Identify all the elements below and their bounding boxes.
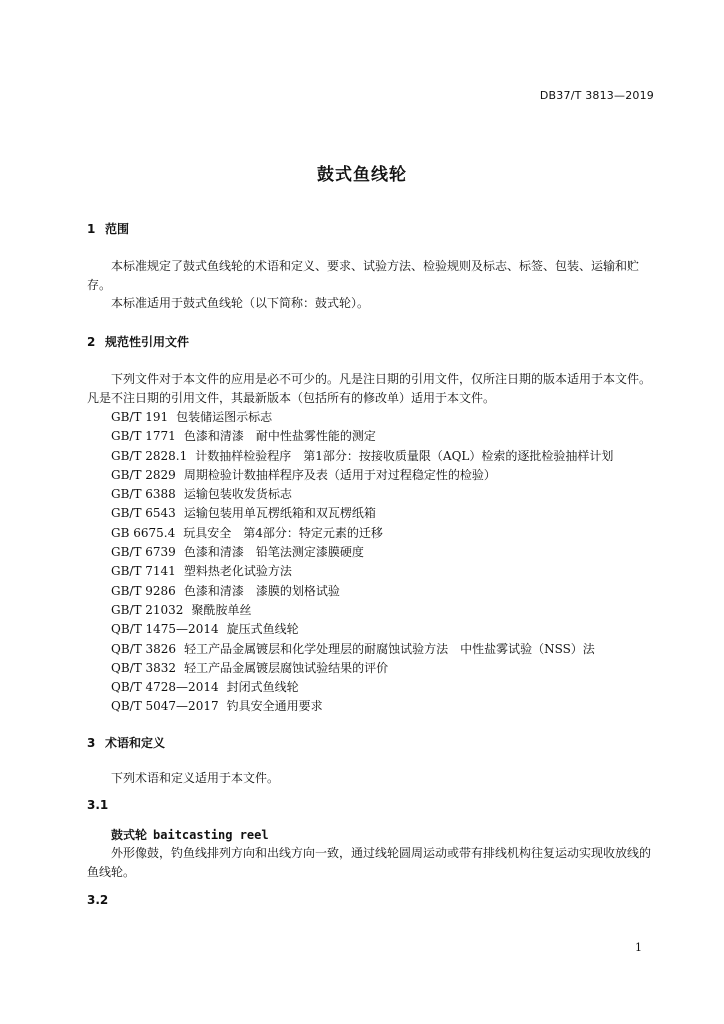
document-title: 鼓式鱼线轮 — [317, 165, 407, 185]
reference-title: 色漆和清漆 耐中性盐雾性能的测定 — [183, 429, 376, 444]
reference-code: QB/T 1475—2014 — [111, 622, 219, 637]
term-english: baitcasting reel — [153, 828, 269, 842]
reference-title: 计数抽样检验程序 第1部分：按接收质量限（AQL）检索的逐批检验抽样计划 — [195, 448, 614, 463]
reference-title: 轻工产品金属镀层腐蚀试验结果的评价 — [184, 660, 389, 675]
reference-title: 色漆和清漆 铅笔法测定漆膜硬度 — [183, 545, 364, 560]
reference-item — [111, 543, 613, 562]
term-chinese: 鼓式轮 — [111, 828, 148, 842]
scope-paragraph-2: 本标准适用于鼓式鱼线轮（以下简称：鼓式轮）。 — [111, 296, 370, 310]
term-number: 3.1 — [87, 798, 109, 812]
section-number: 1 — [87, 222, 96, 236]
reference-title: 玩具安全 第4部分：特定元素的迁移 — [183, 525, 383, 540]
reference-item — [111, 504, 613, 523]
reference-item — [111, 408, 613, 427]
reference-item — [111, 659, 613, 678]
reference-list — [111, 408, 613, 717]
reference-title: 封闭式鱼线轮 — [226, 680, 299, 695]
scope-paragraph-1: 本标准规定了鼓式鱼线轮的术语和定义、要求、试验方法、检验规则及标志、标签、包装、运输和贮存。 — [87, 259, 640, 292]
section-title: 术语和定义 — [105, 736, 166, 750]
reference-code: QB/T 5047—2017 — [111, 699, 219, 714]
reference-code: GB/T 191 — [111, 410, 169, 424]
section-number: 2 — [87, 335, 96, 349]
reference-title: 塑料热老化试验方法 — [183, 564, 292, 579]
reference-code: GB/T 6543 — [111, 506, 176, 521]
term-entry — [111, 826, 269, 843]
section-number: 3 — [87, 736, 96, 750]
reference-item — [111, 620, 613, 639]
reference-item — [111, 697, 613, 716]
reference-item — [111, 427, 613, 446]
reference-code: GB/T 1771 — [111, 429, 176, 444]
reference-item — [111, 485, 613, 504]
reference-title: 色漆和清漆 漆膜的划格试验 — [183, 583, 340, 598]
reference-item — [111, 562, 613, 581]
reference-item — [111, 447, 613, 466]
reference-title: 聚酰胺单丝 — [191, 602, 252, 617]
reference-item — [111, 466, 613, 485]
section-3-heading — [87, 734, 165, 751]
reference-code: GB/T 21032 — [111, 602, 184, 617]
section-title: 范围 — [105, 222, 130, 236]
reference-title: 运输包装收发货标志 — [183, 487, 292, 502]
reference-title: 旋压式鱼线轮 — [226, 622, 299, 637]
reference-title: 钓具安全通用要求 — [226, 699, 323, 714]
reference-item — [111, 678, 613, 697]
reference-code: GB/T 9286 — [111, 583, 176, 598]
reference-code: GB/T 7141 — [111, 564, 176, 579]
reference-item — [111, 601, 613, 620]
reference-title: 运输包装用单瓦楞纸箱和双瓦楞纸箱 — [183, 506, 376, 521]
reference-title: 轻工产品金属镀层和化学处理层的耐腐蚀试验方法 中性盐雾试验（NSS）法 — [184, 641, 595, 656]
reference-code: GB/T 2828.1 — [111, 448, 188, 463]
terms-intro: 下列术语和定义适用于本文件。 — [111, 771, 280, 785]
reference-code: QB/T 3826 — [111, 641, 177, 656]
references-intro: 下列文件对于本文件的应用是必不可少的。凡是注日期的引用文件，仅所注日期的版本适用于本文件。凡是不注日期的引用文件，其最新版本（包括所有的修改单）适用于本文件。 — [87, 372, 652, 405]
reference-code: GB/T 6739 — [111, 545, 176, 560]
reference-item — [111, 582, 613, 601]
page-number: 1 — [635, 941, 642, 954]
reference-item — [111, 524, 613, 543]
reference-code: GB/T 2829 — [111, 467, 176, 482]
reference-title: 周期检验计数抽样程序及表（适用于对过程稳定性的检验） — [183, 467, 496, 482]
reference-title: 包装储运图示标志 — [176, 410, 273, 424]
section-title: 规范性引用文件 — [105, 335, 190, 349]
reference-item — [111, 640, 613, 659]
term-definition: 外形像鼓，钓鱼线排列方向和出线方向一致，通过线轮圆周运动或带有排线机构往复运动实现收放线的鱼线轮。 — [87, 846, 652, 879]
section-1-heading — [87, 220, 129, 237]
reference-code: GB 6675.4 — [111, 525, 176, 540]
reference-code: QB/T 3832 — [111, 660, 177, 675]
standard-code: DB37/T 3813—2019 — [539, 89, 654, 102]
section-2-heading — [87, 333, 189, 350]
term-number: 3.2 — [87, 893, 109, 907]
reference-code: QB/T 4728—2014 — [111, 680, 219, 695]
reference-code: GB/T 6388 — [111, 487, 176, 502]
